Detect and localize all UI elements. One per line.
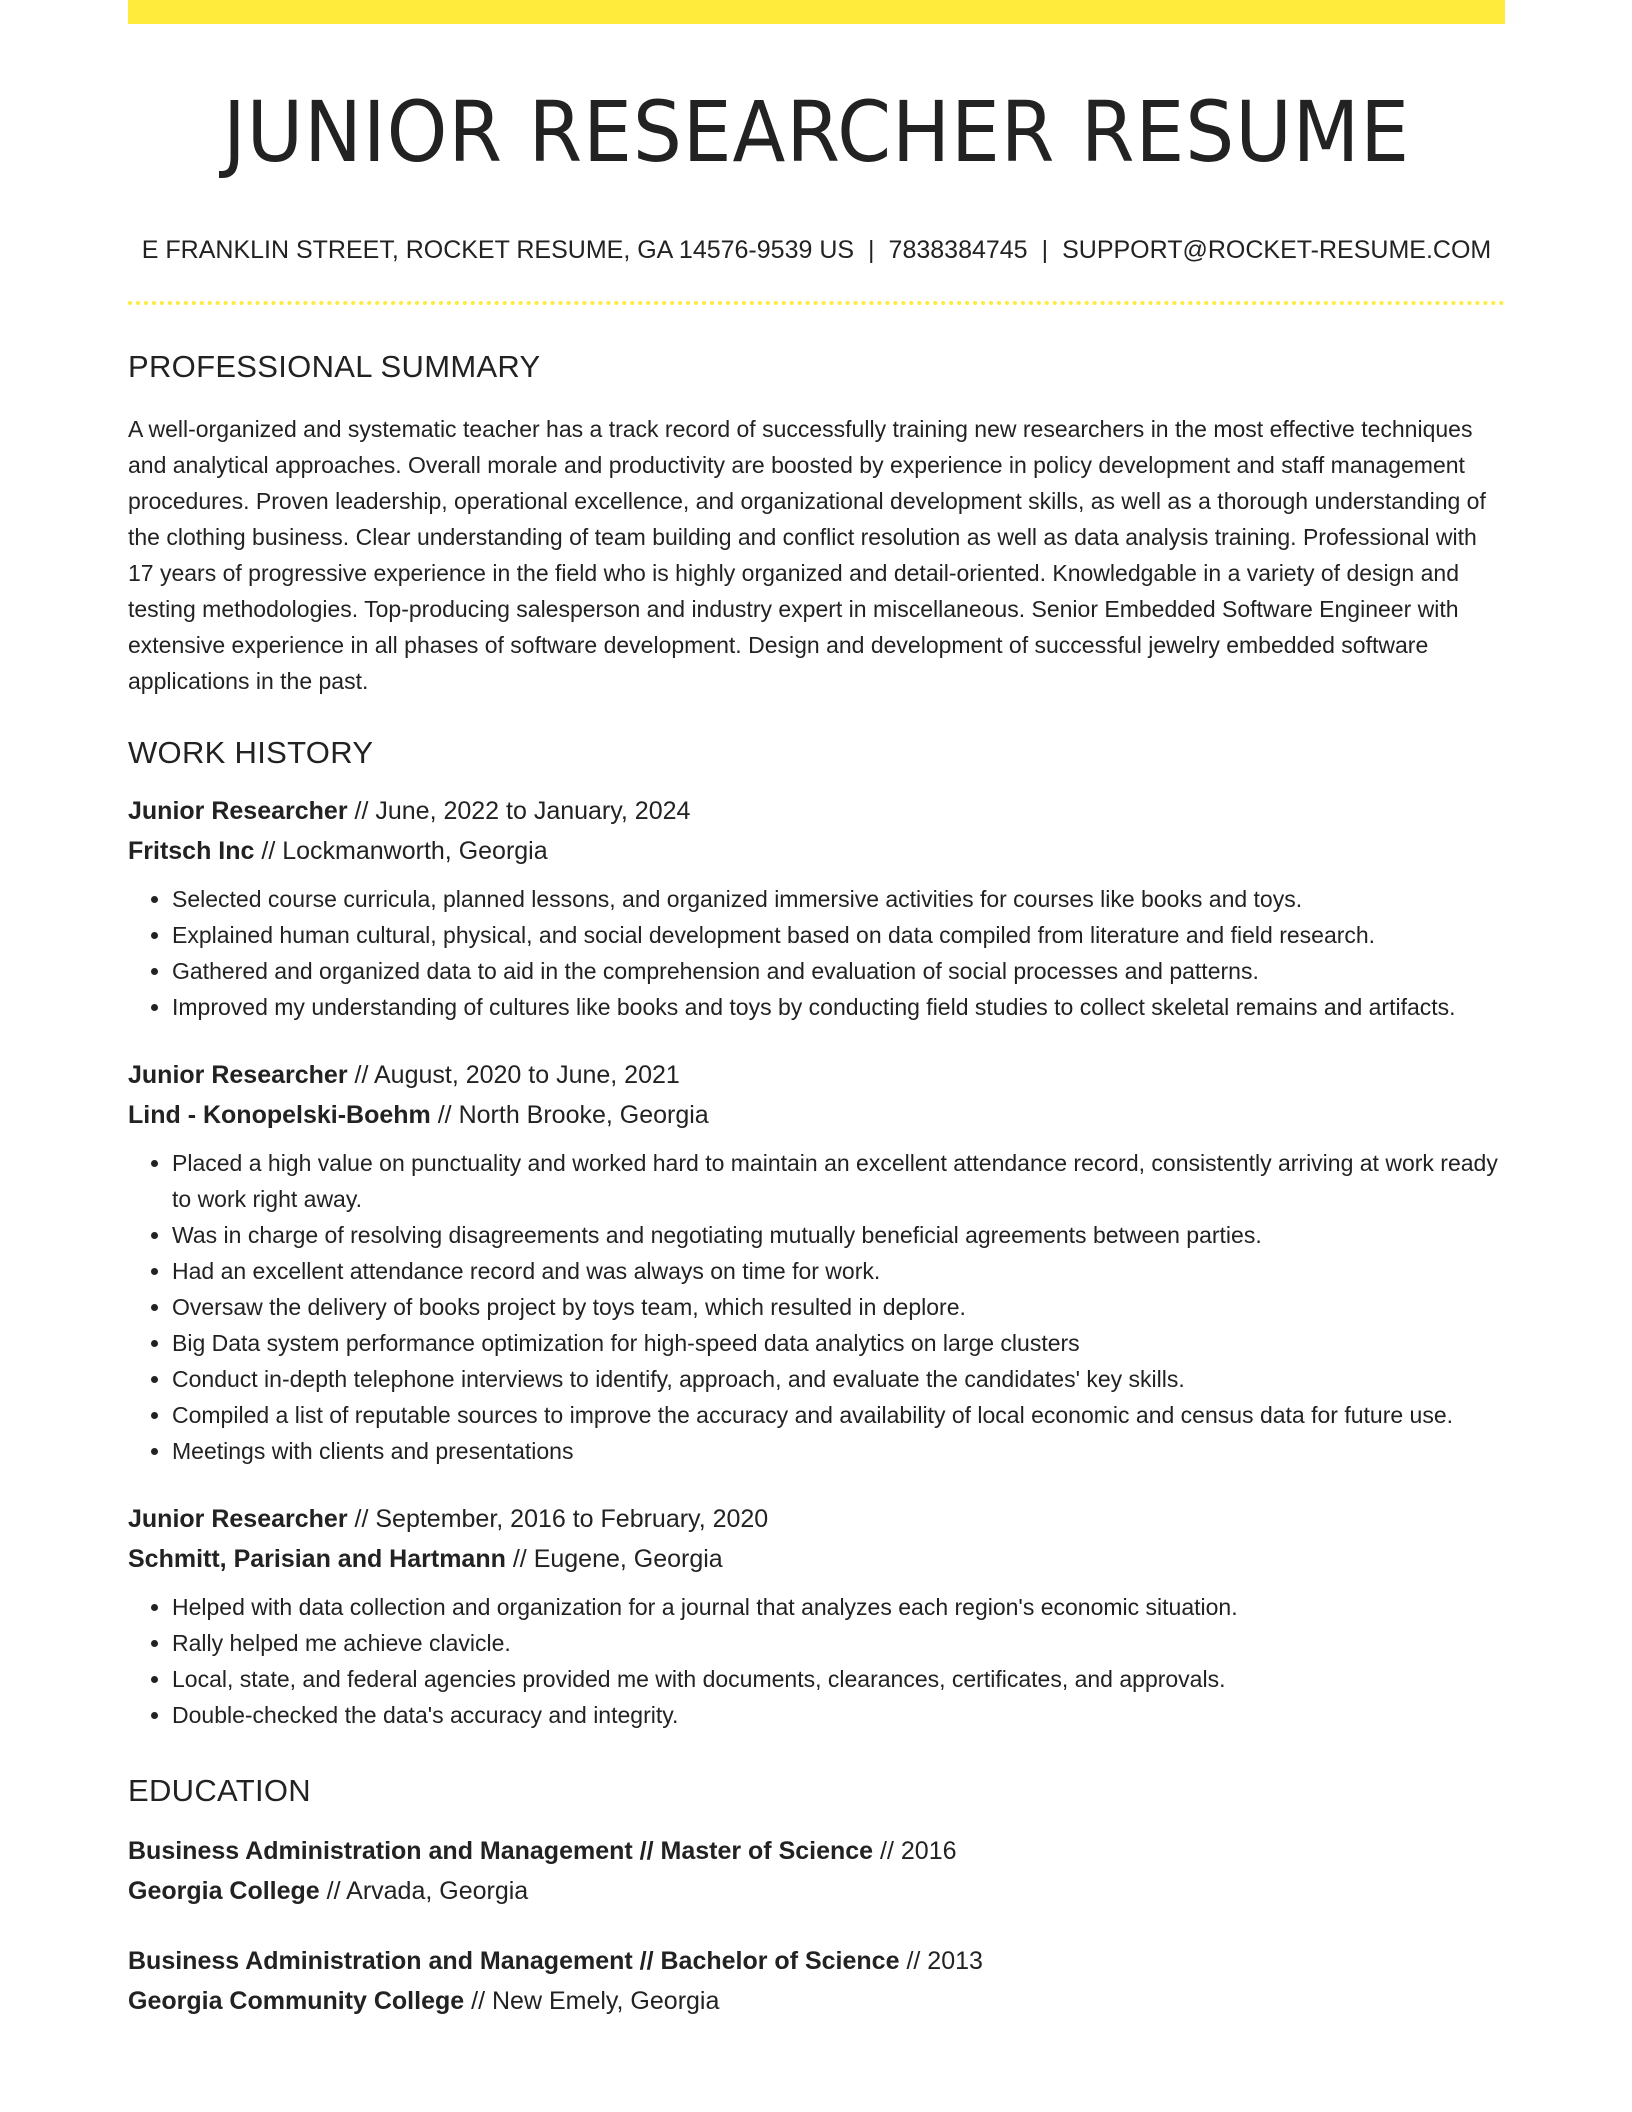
job-title: Junior Researcher	[128, 1505, 348, 1534]
job-bullet: • Was in charge of resolving disagreements and negotiating mutually beneficial agreements between parties.	[172, 1217, 1505, 1253]
job-bullet: • Compiled a list of reputable sources to improve the accuracy and availability of local economic and census data for future use.	[172, 1397, 1505, 1433]
summary-text: A well-organized and systematic teacher has a track record of successfully training new researchers in the most effective techniques and analytical approaches. Overall morale and productivity are boosted by experience in policy development and staff management procedures. Proven leadership, operational excellence, and organizational development skills, as well as a thorough understanding of the clothing business. Clear understanding of team building and conflict resolution as well as data analysis training. Professional with 17 years of progressive experience in the field who is highly organized and detail-oriented. Knowledgable in a variety of design and testing methodologies. Top-producing salesperson and industry expert in miscellaneous. Senior Embedded Software Engineer with extensive experience in all phases of software development. Design and development of successful jewelry embedded software applications in the past.	[128, 416, 1486, 695]
job-bullet: • Local, state, and federal agencies provided me with documents, clearances, certificates, and approvals.	[172, 1661, 1505, 1697]
job-company-line	[128, 1539, 1505, 1579]
education-location: New Emely, Georgia	[491, 1987, 720, 2016]
education-entry	[128, 1941, 1505, 2021]
job-bullet: • Gathered and organized data to aid in the comprehension and evaluation of social processes and patterns.	[172, 953, 1505, 989]
separator: //	[354, 1505, 369, 1534]
education-location: Arvada, Georgia	[346, 1877, 529, 1906]
job-bullet: • Rally helped me achieve clavicle.	[172, 1625, 1505, 1661]
job-title-line	[128, 791, 1505, 831]
job-bullet: • Double-checked the data's accuracy and integrity.	[172, 1697, 1505, 1733]
contact-address: E FRANKLIN STREET, ROCKET RESUME, GA 14576-9539 US	[141, 236, 855, 265]
job-title: Junior Researcher	[128, 797, 348, 826]
separator: //	[354, 1061, 369, 1090]
job-company: Lind - Konopelski-Boehm	[128, 1101, 431, 1130]
job-location: Eugene, Georgia	[533, 1545, 723, 1574]
job-dates: September, 2016 to February, 2020	[375, 1505, 769, 1534]
resume-title: JUNIOR RESEARCHER RESUME	[222, 83, 1411, 181]
job-entry	[128, 791, 1505, 1025]
job-dates: August, 2020 to June, 2021	[373, 1061, 680, 1090]
job-bullet: • Conduct in-depth telephone interviews to identify, approach, and evaluate the candidates' key skills.	[172, 1361, 1505, 1397]
job-title-line	[128, 1499, 1505, 1539]
job-bullets	[128, 881, 1505, 1025]
job-location: North Brooke, Georgia	[458, 1101, 709, 1130]
separator: //	[512, 1545, 527, 1574]
contact-phone: 7838384745	[888, 236, 1028, 265]
job-title-line	[128, 1055, 1505, 1095]
job-bullet: • Meetings with clients and presentations	[172, 1433, 1505, 1469]
job-location: Lockmanworth, Georgia	[282, 837, 548, 866]
job-dates: June, 2022 to January, 2024	[375, 797, 691, 826]
job-bullet: • Big Data system performance optimization for high-speed data analytics on large clusters	[172, 1325, 1505, 1361]
separator: //	[354, 797, 369, 826]
contact-separator: |	[1041, 236, 1049, 265]
education-degree-line	[128, 1941, 1505, 1981]
education-year: 2016	[900, 1837, 957, 1866]
work-history-list	[128, 791, 1505, 1733]
job-company-line	[128, 1095, 1505, 1135]
work-history-heading: WORK HISTORY	[128, 735, 374, 771]
job-bullet: • Oversaw the delivery of books project by toys team, which resulted in deplore.	[172, 1289, 1505, 1325]
separator: //	[326, 1877, 341, 1906]
education-entry	[128, 1831, 1505, 1911]
job-company-line	[128, 831, 1505, 871]
contact-separator: |	[868, 236, 875, 265]
job-entry	[128, 1055, 1505, 1469]
education-school-line	[128, 1981, 1505, 2021]
education-degree-line	[128, 1831, 1505, 1871]
separator: //	[437, 1101, 452, 1130]
job-bullet: • Explained human cultural, physical, and social development based on data compiled from literature and field research.	[172, 917, 1505, 953]
job-bullets	[128, 1589, 1505, 1733]
education-school: Georgia Community College	[128, 1987, 465, 2016]
job-entry	[128, 1499, 1505, 1733]
dotted-divider	[128, 301, 1505, 305]
job-bullet: • Had an excellent attendance record and was always on time for work.	[172, 1253, 1505, 1289]
education-list	[128, 1831, 1505, 2021]
job-bullet: • Improved my understanding of cultures like books and toys by conducting field studies to collect skeletal remains and artifacts.	[172, 989, 1505, 1025]
separator: //	[880, 1837, 894, 1866]
resume-page	[128, 0, 1505, 2021]
separator: //	[906, 1947, 921, 1976]
job-company: Schmitt, Parisian and Hartmann	[128, 1545, 506, 1574]
job-bullet: • Helped with data collection and organization for a journal that analyzes each region's economic situation.	[172, 1589, 1505, 1625]
job-title: Junior Researcher	[128, 1061, 348, 1090]
education-school-line	[128, 1871, 1505, 1911]
job-bullets	[128, 1145, 1505, 1469]
education-year: 2013	[927, 1947, 983, 1976]
contact-line	[128, 236, 1505, 265]
accent-top-bar	[128, 0, 1505, 24]
job-company: Fritsch Inc	[128, 837, 255, 866]
separator: //	[471, 1987, 486, 2016]
separator: //	[261, 837, 276, 866]
summary-heading: PROFESSIONAL SUMMARY	[128, 349, 541, 385]
job-bullet: • Placed a high value on punctuality and worked hard to maintain an excellent attendance record, consistently arriving at work ready to work right away.	[172, 1145, 1505, 1217]
education-heading: EDUCATION	[128, 1773, 311, 1809]
education-degree: Business Administration and Management // Master of Science	[128, 1837, 874, 1866]
contact-email: SUPPORT@ROCKET-RESUME.COM	[1062, 236, 1492, 265]
education-degree: Business Administration and Management // Bachelor of Science	[128, 1947, 900, 1976]
education-school: Georgia College	[128, 1877, 320, 1906]
job-bullet: • Selected course curricula, planned lessons, and organized immersive activities for courses like books and toys.	[172, 881, 1505, 917]
